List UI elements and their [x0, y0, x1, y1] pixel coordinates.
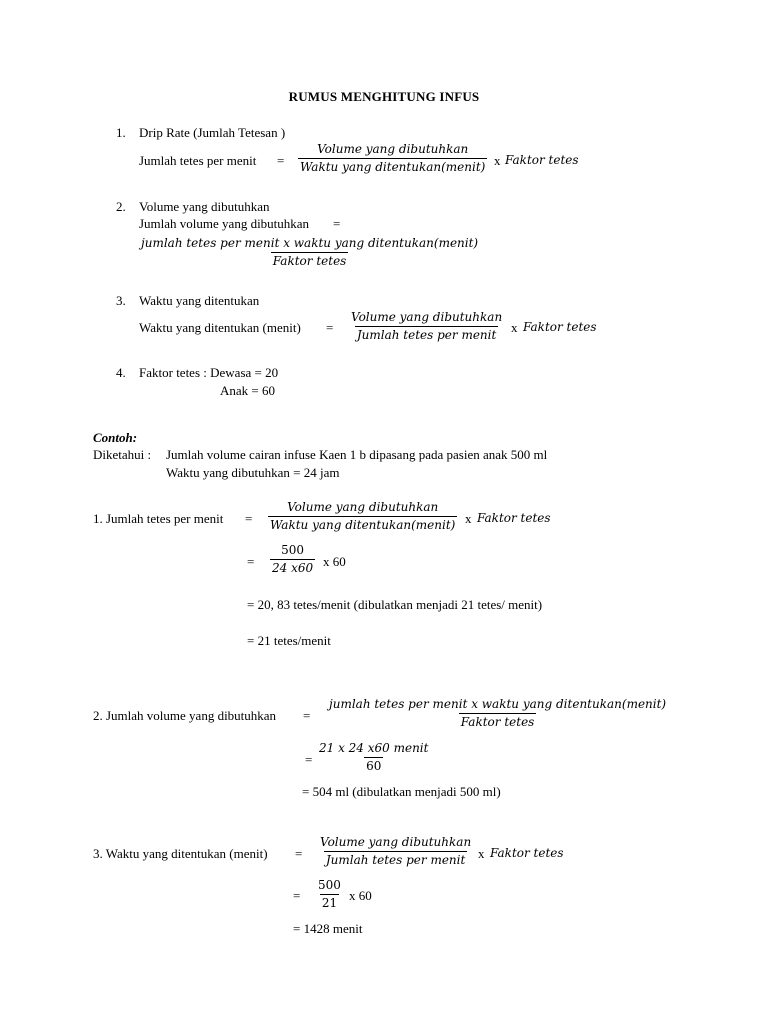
times-sign: x [494, 153, 501, 168]
list-number: 4. [116, 365, 126, 380]
factor-adult: Faktor tetes : Dewasa = 20 [139, 365, 279, 380]
step-label: 2. Jumlah volume yang dibutuhkan [93, 708, 277, 723]
factor-term: Faktor tetes [490, 846, 564, 860]
fraction [270, 544, 315, 575]
denominator: Waktu yang ditentukan(menit) [300, 160, 486, 175]
numerator: Volume yang dibutuhkan [287, 500, 439, 514]
example-heading: Contoh: [93, 430, 138, 445]
fraction [298, 143, 487, 174]
formula-label: Jumlah volume yang dibutuhkan [139, 216, 310, 231]
denominator: Faktor tetes [460, 715, 535, 730]
numerator: jumlah tetes per menit x waktu yang ditentukan(menit) [329, 697, 667, 711]
equals-sign: = [333, 216, 341, 231]
equals-sign: = [245, 511, 253, 526]
equals-sign: = [295, 846, 303, 861]
denominator: 21 [321, 896, 338, 911]
times-sign: x [511, 320, 518, 335]
step-label: 1. Jumlah tetes per menit [93, 511, 224, 526]
list-number: 1. [116, 125, 126, 140]
numerator: 21 x 24 x60 menit [319, 741, 429, 755]
formula-heading: Waktu yang ditentukan [139, 293, 260, 308]
fraction [327, 698, 668, 729]
list-number: 3. [116, 293, 126, 308]
known-label: Diketahui : [93, 447, 152, 462]
numerator: 500 [318, 878, 341, 892]
page-title: RUMUS MENGHITUNG INFUS [288, 89, 480, 104]
times-sign: x [465, 511, 472, 526]
equals-sign: = [293, 888, 301, 903]
denominator: 24 x60 [272, 561, 314, 576]
result-line: = 21 tetes/menit [247, 633, 331, 648]
formula-label: Waktu yang ditentukan (menit) [139, 320, 301, 335]
equals-sign: = [277, 153, 285, 168]
equals-sign: = [305, 752, 313, 767]
result-line: = 20, 83 tetes/menit (dibulatkan menjadi 21 tetes/ menit) [247, 597, 543, 612]
fraction [317, 742, 430, 773]
denominator: Faktor tetes [272, 254, 347, 269]
numerator: Volume yang dibutuhkan [320, 835, 472, 849]
denominator: Jumlah tetes per menit [356, 328, 497, 343]
numerator: jumlah tetes per menit x waktu yang ditentukan(menit) [141, 236, 479, 250]
fraction [318, 836, 473, 867]
factor-child: Anak = 60 [220, 383, 275, 398]
result-line: = 1428 menit [293, 921, 363, 936]
formula-heading: Volume yang dibutuhkan [139, 199, 270, 214]
step-label: 3. Waktu yang ditentukan (menit) [93, 846, 268, 861]
fraction [316, 879, 343, 910]
known-volume: Jumlah volume cairan infuse Kaen 1 b dipasang pada pasien anak 500 ml [166, 447, 548, 462]
numerator: 500 [281, 543, 305, 557]
fraction [139, 237, 480, 268]
multiplier: x 60 [349, 888, 372, 903]
fraction [268, 501, 457, 532]
formula-heading: Drip Rate (Jumlah Tetesan ) [139, 125, 286, 140]
formula-label: Jumlah tetes per menit [139, 153, 257, 168]
equals-sign: = [247, 554, 255, 569]
equals-sign: = [326, 320, 334, 335]
result-line: = 504 ml (dibulatkan menjadi 500 ml) [302, 784, 501, 799]
denominator: Waktu yang ditentukan(menit) [270, 518, 456, 533]
denominator: 60 [366, 759, 382, 774]
factor-term: Faktor tetes [505, 153, 579, 167]
numerator: Volume yang dibutuhkan [317, 142, 469, 156]
list-number: 2. [116, 199, 126, 214]
multiplier: x 60 [323, 554, 346, 569]
factor-term: Faktor tetes [523, 320, 597, 334]
times-sign: x [478, 846, 485, 861]
numerator: Volume yang dibutuhkan [351, 310, 503, 324]
equals-sign: = [303, 708, 311, 723]
known-time: Waktu yang dibutuhkan = 24 jam [166, 465, 340, 480]
factor-term: Faktor tetes [477, 511, 551, 525]
fraction [349, 311, 504, 342]
denominator: Jumlah tetes per menit [325, 853, 466, 868]
